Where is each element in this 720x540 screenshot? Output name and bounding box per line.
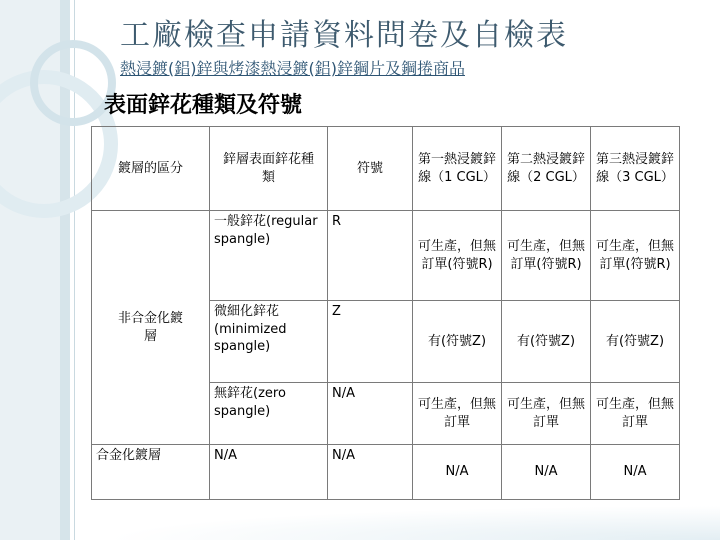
slide-subtitle: 熱浸鍍(鋁)鋅與烤漆熱浸鍍(鋁)鋅鋼片及鋼捲商品 bbox=[120, 59, 465, 78]
row-cgl2: N/A bbox=[502, 445, 591, 500]
row-spangle: 一般鋅花(regular spangle) bbox=[210, 211, 328, 301]
row-symbol: R bbox=[328, 211, 413, 301]
row-cgl1: N/A bbox=[413, 445, 502, 500]
table-row bbox=[92, 211, 680, 301]
spangle-table bbox=[91, 126, 680, 500]
table-row bbox=[92, 445, 680, 500]
row-cgl2: 可生產，但無訂單(符號R) bbox=[502, 211, 591, 301]
row-cgl2: 可生產，但無訂單 bbox=[502, 383, 591, 445]
row-cgl3: N/A bbox=[591, 445, 680, 500]
row-spangle: 微細化鋅花(minimized spangle) bbox=[210, 301, 328, 383]
group-non-alloy bbox=[92, 211, 210, 445]
row-spangle: 無鋅花(zero spangle) bbox=[210, 383, 328, 445]
row-symbol: N/A bbox=[328, 445, 413, 500]
row-spangle: N/A bbox=[210, 445, 328, 500]
header-cgl2: 第二熱浸鍍鋅線（2 CGL） bbox=[502, 127, 591, 211]
header-coating: 鍍層的區分 bbox=[92, 127, 210, 211]
header-spangle bbox=[210, 127, 328, 211]
section-heading: 表面鋅花種類及符號 bbox=[104, 93, 303, 118]
row-cgl3: 有(符號Z) bbox=[591, 301, 680, 383]
group-alloy: 合金化鍍層 bbox=[92, 445, 210, 500]
row-cgl1: 有(符號Z) bbox=[413, 301, 502, 383]
header-symbol: 符號 bbox=[328, 127, 413, 211]
background-bottom-glow bbox=[0, 500, 720, 540]
header-cgl1: 第一熱浸鍍鋅線（1 CGL） bbox=[413, 127, 502, 211]
row-cgl3: 可生產，但無訂單(符號R) bbox=[591, 211, 680, 301]
row-symbol: Z bbox=[328, 301, 413, 383]
row-cgl2: 有(符號Z) bbox=[502, 301, 591, 383]
header-cgl3: 第三熱浸鍍鋅線（3 CGL） bbox=[591, 127, 680, 211]
slide-title: 工廠檢查申請資料問卷及自檢表 bbox=[120, 18, 568, 53]
row-symbol: N/A bbox=[328, 383, 413, 445]
row-cgl1: 可生產，但無訂單(符號R) bbox=[413, 211, 502, 301]
row-cgl1: 可生產，但無訂單 bbox=[413, 383, 502, 445]
group-non-alloy-text: 非合金化鍍層 bbox=[117, 310, 183, 344]
header-spangle-text: 鋅層表面鋅花種類 bbox=[222, 151, 314, 185]
table-header-row bbox=[92, 127, 680, 211]
row-cgl3: 可生產，但無訂單 bbox=[591, 383, 680, 445]
